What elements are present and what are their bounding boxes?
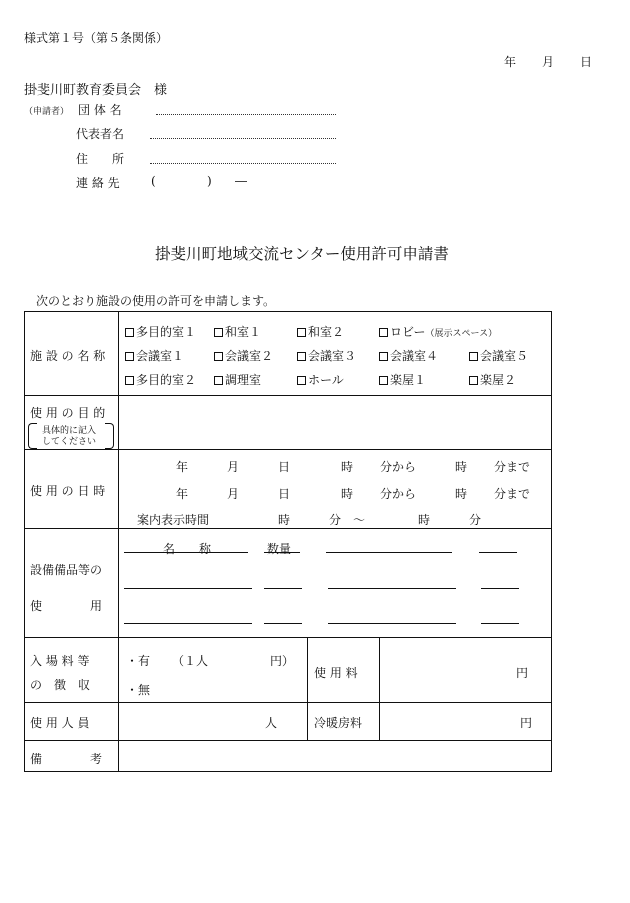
equipment-qty-header: 数量 [267,542,292,556]
facility-checkbox[interactable]: 多目的室２ [125,371,196,388]
usage-fee-label: 使 用 料 [314,666,358,680]
date1-start-min: 分から [380,460,417,474]
contact-paren-close: ) [207,174,212,188]
date1-day: 日 [278,460,291,474]
contact-dash: ― [235,174,247,188]
admission-label-line1: 入 場 料 等 [30,654,90,668]
checkbox-icon [297,376,306,385]
facility-checkbox[interactable]: 和室２ [297,323,344,340]
date1-month: 月 [227,460,240,474]
purpose-note-bracket-left [28,423,37,449]
date2-end-hour: 時 [455,487,468,501]
guide-start-hour: 時 [278,513,291,527]
checkbox-icon [469,376,478,385]
equipment-qty-line[interactable] [264,588,302,589]
row-divider [24,702,552,703]
equipment-name-line[interactable] [124,588,252,589]
purpose-label: 使 用 の 目 的 [30,406,106,420]
purpose-field[interactable] [120,397,550,447]
contact-paren-open: ( [151,174,156,188]
checkbox-icon [214,352,223,361]
date2-end-min: 分まで [494,487,531,501]
facility-checkbox[interactable]: 調理室 [214,371,261,388]
address-field[interactable] [150,163,336,164]
guide-end-hour: 時 [418,513,431,527]
checkbox-icon [469,352,478,361]
date2-start-min: 分から [380,487,417,501]
checkbox-icon [297,352,306,361]
guide-start-min: 分 [329,513,342,527]
fee-column-divider [379,637,380,740]
guide-time-label: 案内表示時間 [137,513,210,527]
equipment-qty-line[interactable] [481,623,519,624]
date2-start-hour: 時 [341,487,354,501]
equipment-name-line[interactable] [328,588,456,589]
equipment-qty-line[interactable] [479,552,517,553]
form-number: 様式第１号（第５条関係） [24,31,169,45]
facility-checkbox[interactable]: ロビー（展示スペース） [379,323,497,340]
facility-checkbox[interactable]: 会議室２ [214,347,273,364]
checkbox-icon [125,328,134,337]
equipment-qty-line[interactable] [481,588,519,589]
row-divider [24,449,552,450]
purpose-note-line2: してください [42,437,97,447]
facility-checkbox[interactable]: 会議室３ [297,347,356,364]
fee-column-divider [307,637,308,740]
facility-checkbox[interactable]: ホール [297,371,344,388]
org-name-field[interactable] [156,114,336,115]
date1-year: 年 [176,460,189,474]
facility-checkbox[interactable]: 会議室４ [379,347,438,364]
contact-label: 連 絡 先 [76,176,120,190]
checkbox-icon [379,328,388,337]
equipment-name-line[interactable] [124,623,252,624]
remarks-field[interactable] [120,742,550,770]
checkbox-icon [297,328,306,337]
checkbox-icon [125,352,134,361]
checkbox-icon [379,352,388,361]
datetime-label: 使 用 の 日 時 [30,484,106,498]
ac-fee-unit: 円 [520,716,533,730]
checkbox-icon [125,376,134,385]
equipment-name-line[interactable] [124,552,248,553]
facility-checkbox[interactable]: 多目的室１ [125,323,196,340]
row-divider [24,740,552,741]
equipment-name-line[interactable] [328,623,456,624]
facility-checkbox[interactable]: 楽屋２ [469,371,516,388]
date1-end-min: 分まで [494,460,531,474]
people-label: 使 用 人 員 [30,716,90,730]
date-month-label: 月 [542,55,555,69]
facility-checkbox[interactable]: 会議室１ [125,347,184,364]
applicant-prefix: （申請者） [24,107,70,117]
facility-checkbox[interactable]: 楽屋１ [379,371,426,388]
ac-fee-label: 冷暖房料 [314,716,363,730]
date-year-label: 年 [504,55,517,69]
remarks-label: 備 考 [30,752,103,766]
date2-day: 日 [278,487,291,501]
date2-month: 月 [227,487,240,501]
checkbox-icon [379,376,388,385]
admission-label-line2: の 徴 収 [30,678,91,692]
admission-no-option[interactable]: ・無 [126,683,151,697]
representative-label: 代表者名 [76,127,125,141]
equipment-name-header: 名 称 [163,542,212,556]
guide-end-min: 分 [469,513,482,527]
form-title: 掛斐川町地域交流センター使用許可申請書 [155,245,449,263]
row-divider [24,395,552,396]
admission-per-person: （１人 [172,654,209,668]
checkbox-icon [214,328,223,337]
equipment-label-line1: 設備備品等の [30,563,103,577]
date2-year: 年 [176,487,189,501]
equipment-label-line2: 使 用 [30,599,103,613]
admission-yes-option[interactable]: ・有 [126,654,151,668]
org-name-label: 団 体 名 [78,103,122,117]
checkbox-icon [214,376,223,385]
purpose-note-bracket-right [105,423,114,449]
row-divider [24,528,552,529]
equipment-name-line[interactable] [326,552,452,553]
equipment-qty-line[interactable] [264,623,302,624]
representative-field[interactable] [150,138,336,139]
admission-yen: 円） [270,654,295,668]
date1-start-hour: 時 [341,460,354,474]
facility-checkbox[interactable]: 和室１ [214,323,261,340]
addressee: 掛斐川町教育委員会 様 [24,83,168,98]
row-divider [24,637,552,638]
equipment-qty-line[interactable] [264,552,300,553]
guide-tilde: ～ [353,513,366,527]
facility-label: 施 設 の 名 称 [30,349,106,363]
purpose-note-line1: 具体的に記入 [42,426,97,436]
facility-checkbox[interactable]: 会議室５ [469,347,528,364]
intro-text: 次のとおり施設の使用の許可を申請します。 [36,294,276,308]
usage-fee-unit: 円 [516,666,529,680]
date-day-label: 日 [580,55,593,69]
date1-end-hour: 時 [455,460,468,474]
people-unit: 人 [265,716,278,730]
address-label: 住 所 [76,152,125,166]
